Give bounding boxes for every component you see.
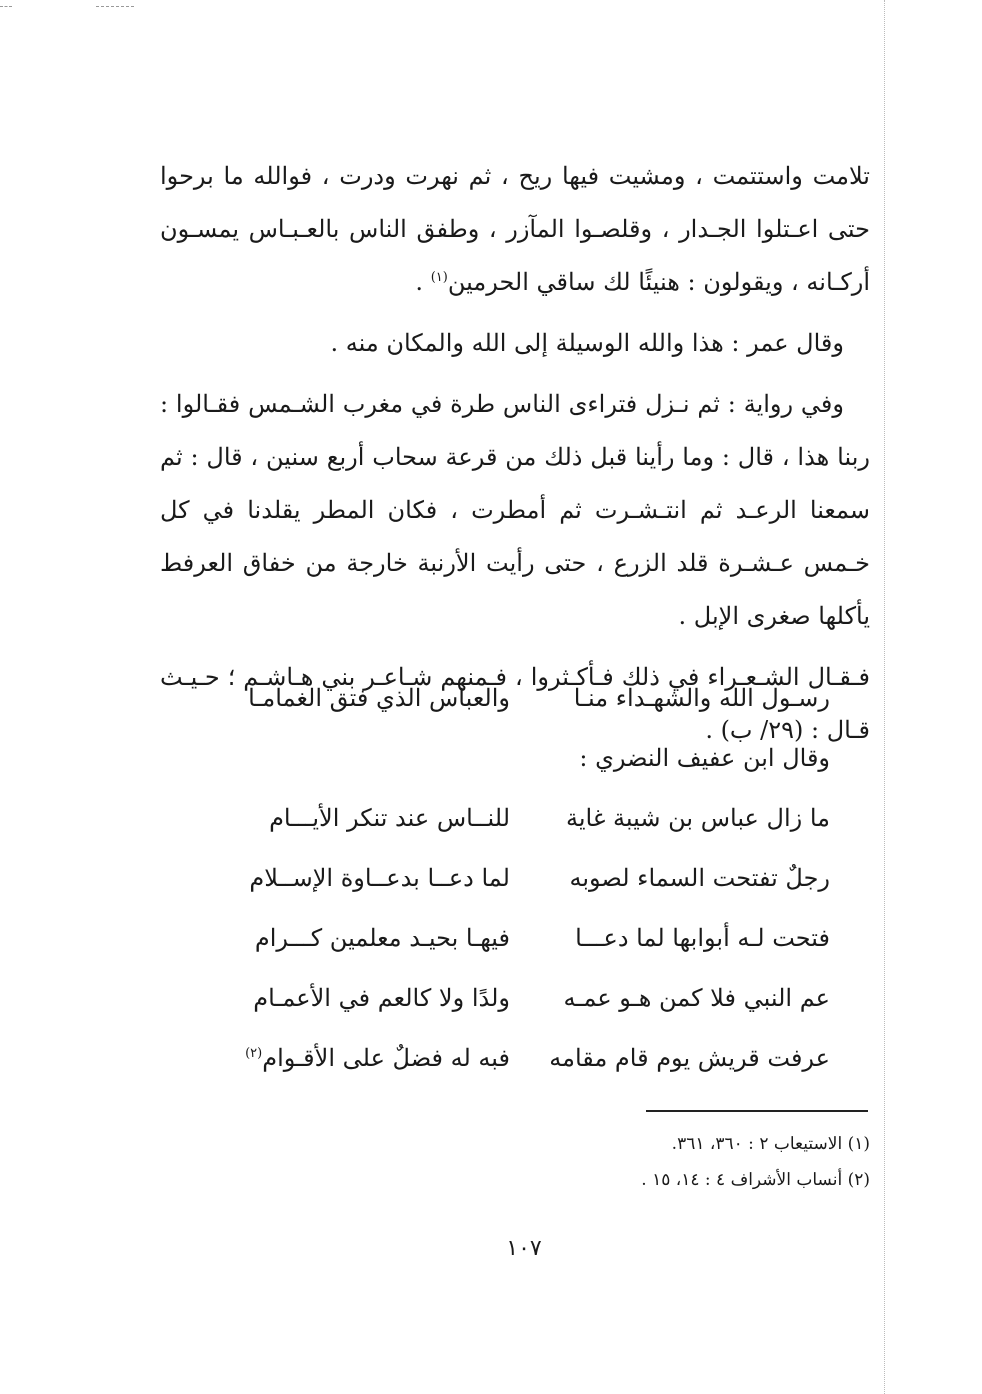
poet-intro: وقال ابن عفيف النضري : [579,744,830,772]
verse-second-hemistich: ولدًا ولا كالعم في الأعمـام [253,984,510,1012]
verse-second-hemistich-text: فبه له فضلٌ على الأقـوام [262,1044,510,1072]
main-text [160,150,870,757]
paragraph-2: وقال عمر : هذا والله الوسيلة إلى الله والمكان منه . [330,329,844,357]
verse-second-hemistich: والعباس الذي فتق الغمامـا [248,684,510,712]
footnote-ref-1: (١) [430,270,448,285]
verse-line [160,1036,870,1096]
scan-mark-left [0,6,12,7]
footnote-ref-2: (٢) [245,1046,263,1061]
footnote-1: (١) الاستيعاب ٢ : ٣٦٠، ٣٦١. [671,1134,870,1154]
scan-mark-center [96,6,134,7]
poem [160,676,870,1096]
footnote-2: (٢) أنساب الأشراف ٤ : ١٤، ١٥ . [641,1170,870,1190]
paragraph-4: فـقـال الشـعـراء في ذلك فـأكـثروا ، فـمنهم شـاعـر بني هـاشـم ؛ حـيـث قـال : (٢٩/ ب) . [160,663,870,744]
verse-line [160,856,870,916]
verse-line [160,676,870,736]
verse-line [160,796,870,856]
paragraph-1-end: . [415,268,431,296]
paragraph-1 [160,150,870,309]
paragraph-3: وفي رواية : ثم نـزل فتراءى الناس طرة في مغرب الشـمس فقـالوا : ربنا هذا ، قال : وما رأينا قبل ذلك من قرعة سحاب أربع سنين ، قال : ثم سمعنا الرعـد ثم انتـشـرت ثم أمطرت ، فكان المطر يقلدنا في كل خـمس عـشـرة قلد الزرع ، حتى رأيت الأرنبة خارجة من خفاق العرفط يأكلها صغرى الإبل . [160,390,870,630]
paragraph-1-text: تلامت واستتمت ، ومشيت فيها ريح ، ثم نهرت ودرت ، فوالله ما برحوا حتى اعـتلوا الجـدار ، وقلصـوا المآزر ، وطفق الناس بالعـبـاس يمسـون أركـانه ، ويقولون : هنيئًا لك ساقي الحرمين [160,162,870,296]
verse-second-hemistich [245,1044,510,1072]
verse-line [160,916,870,976]
verse-intro-line [160,736,870,796]
verse-first-hemistich: رسـول الله والشهـداء منـا [573,684,830,712]
verse-second-hemistich: فيهـا بحيـد معلمين كـــرام [254,924,510,952]
verse-second-hemistich: لما دعــا بدعــاوة الإســلام [249,864,510,892]
page-number: ١٠٧ [506,1236,542,1261]
verse-first-hemistich: عم النبي فلا كمن هـو عمـه [563,984,830,1012]
verse-first-hemistich: رجلٌ تفتحت السماء لصوبه [569,864,830,892]
verse-line [160,976,870,1036]
verse-first-hemistich: فتحت لـه أبوابها لما دعـــا [575,924,830,952]
footnote-separator [646,1110,868,1112]
verse-first-hemistich: عرفت قريش يوم قام مقامه [549,1044,830,1072]
footnotes [160,1126,870,1198]
verse-second-hemistich: للنــاس عند تنكر الأيـــام [269,804,510,832]
page-edge-line [884,0,885,1394]
verse-first-hemistich: ما زال عباس بن شيبة غاية [566,804,830,832]
